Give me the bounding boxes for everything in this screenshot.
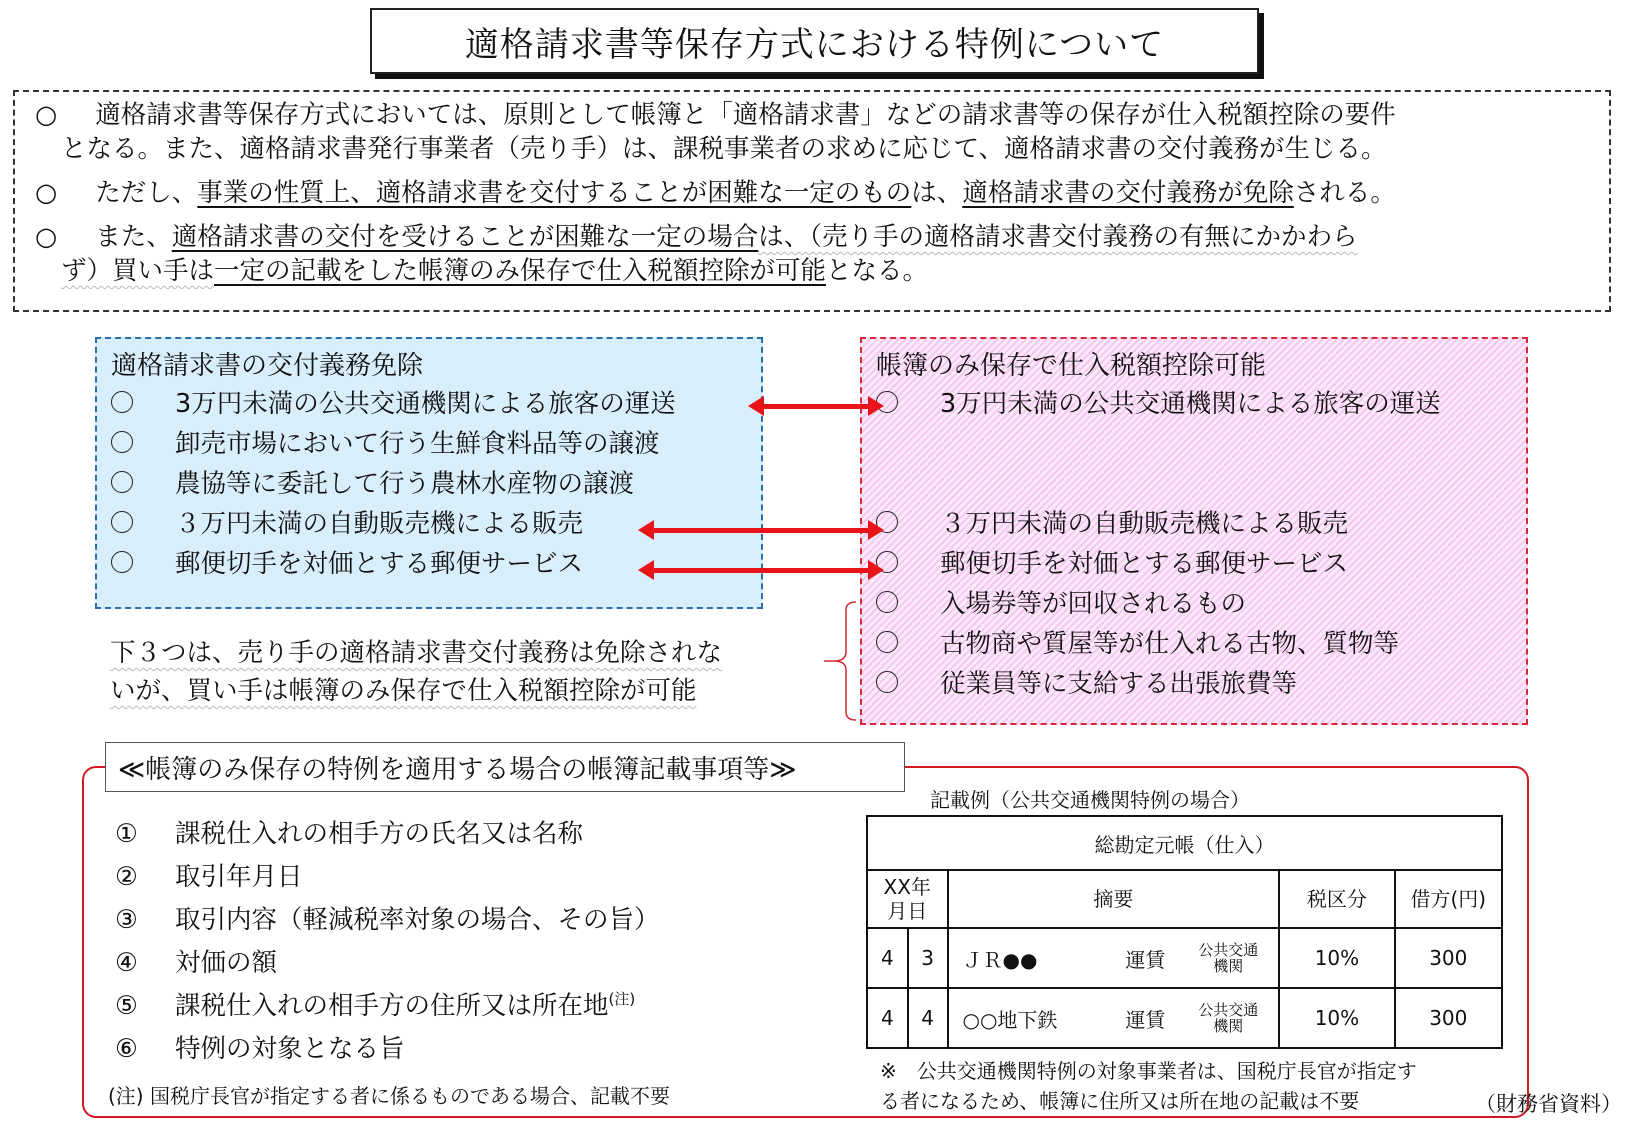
books-only-item <box>876 384 1441 420</box>
cell-month: 4 <box>867 928 908 988</box>
example-caption: 記載例（公共交通機関特例の場合） <box>930 788 1250 812</box>
exemption-item <box>111 504 583 540</box>
intro-text: 適格請求書等保存方式においては、原則として帳簿と「適格請求書」などの請求書等の保存が仕入税額控除の要件 <box>95 100 1396 130</box>
item-text: ３万円未満の自動販売機による販売 <box>940 509 1349 539</box>
item-number: ② <box>115 862 138 892</box>
intro-text: される。 <box>1293 178 1396 208</box>
intro-text: は、（売り手の適格請求書交付義務の有無にかかわら <box>758 222 1358 252</box>
requirement-item <box>115 986 635 1022</box>
item-number: ⑥ <box>115 1034 138 1064</box>
note-line: る者になるため、帳簿に住所又は所在地の記載は不要 <box>880 1089 1360 1113</box>
payee: ○○地下鉄 <box>962 1007 1058 1032</box>
ledger-title: 総勘定元帳（仕入） <box>867 816 1502 870</box>
item-text: 3万円未満の公共交通機関による旅客の運送 <box>175 389 676 419</box>
exemption-item <box>111 544 583 580</box>
table-row <box>867 988 1502 1048</box>
cell-day: 4 <box>908 988 948 1048</box>
item-text: 取引年月日 <box>175 862 303 892</box>
intro-paragraph-1-cont: となる。また、適格請求書発行事業者（売り手）は、課税事業者の求めに応じて、適格請求書の交付義務が生じる。 <box>61 134 1387 164</box>
category-line: 公共交通 <box>1198 941 1259 959</box>
payee: ＪＲ●● <box>962 947 1038 972</box>
cell-amount: 300 <box>1395 928 1502 988</box>
item-text: 課税仕入れの相手方の住所又は所在地 <box>175 991 609 1021</box>
intro-text: となる。 <box>826 256 929 286</box>
ledger-title-row <box>867 816 1502 870</box>
cell-day: 3 <box>908 928 948 988</box>
header-debit: 借方(円) <box>1395 870 1502 928</box>
books-only-item <box>876 584 1246 620</box>
header-summary: 摘要 <box>948 870 1280 928</box>
exemption-item <box>111 384 676 420</box>
bracket-note <box>110 634 722 710</box>
requirement-item <box>115 1029 405 1065</box>
table-row <box>867 928 1502 988</box>
underlined-text: 適格請求書の交付義務が免除 <box>962 178 1294 208</box>
item-number: ④ <box>115 948 138 978</box>
item-text: 卸売市場において行う生鮮食料品等の譲渡 <box>175 429 660 459</box>
item-number: ① <box>115 819 138 849</box>
underlined-text: 一定の記載をした帳簿のみ保存で仕入税額控除が可能 <box>214 256 827 286</box>
circle-bullet-icon <box>111 391 133 413</box>
item-text: 対価の額 <box>175 948 278 978</box>
bullet-icon: ○ <box>35 222 58 252</box>
requirement-item <box>115 814 583 850</box>
books-only-item <box>876 504 1348 540</box>
intro-text: ただし、 <box>95 178 198 208</box>
kind: 運賃 <box>1125 1007 1166 1032</box>
item-text: 課税仕入れの相手方の氏名又は名称 <box>175 819 584 849</box>
double-arrow-icon <box>652 568 870 573</box>
header-tax: 税区分 <box>1279 870 1394 928</box>
underlined-text: 事業の性質上、適格請求書を交付することが困難な一定のもの <box>197 178 912 208</box>
circle-bullet-icon <box>111 471 133 493</box>
requirements-title: ≪帳簿のみ保存の特例を適用する場合の帳簿記載事項等≫ <box>105 742 905 792</box>
intro-section <box>13 90 1611 312</box>
bullet-icon: ○ <box>35 178 58 208</box>
bullet-icon: ○ <box>35 100 58 130</box>
intro-paragraph-3 <box>35 220 1358 254</box>
exemption-heading: 適格請求書の交付義務免除 <box>111 351 424 381</box>
category-line: 機関 <box>1213 957 1244 975</box>
books-only-item <box>876 624 1399 660</box>
books-only-heading: 帳簿のみ保存で仕入税額控除可能 <box>876 351 1267 381</box>
intro-paragraph-1 <box>35 98 1396 132</box>
item-text: 農協等に委託して行う農林水産物の譲渡 <box>175 469 635 499</box>
header-date <box>867 870 948 928</box>
intro-paragraph-3-cont <box>61 254 928 288</box>
category <box>1188 942 1268 974</box>
ledger-table <box>866 815 1503 1049</box>
note-line: ※ 公共交通機関特例の対象事業者は、国税庁長官が指定す <box>880 1059 1417 1083</box>
source-label: （財務省資料） <box>1475 1092 1622 1116</box>
exemption-item <box>111 464 634 500</box>
category-line: 公共交通 <box>1198 1001 1259 1019</box>
circle-bullet-icon <box>111 511 133 533</box>
intro-text: は、 <box>911 178 963 208</box>
note-line: いが、買い手は帳簿のみ保存で仕入税額控除が可能 <box>110 676 697 706</box>
circle-bullet-icon <box>876 671 898 693</box>
exemption-item <box>111 424 660 460</box>
footnote-marker: (注) <box>608 990 636 1008</box>
curly-brace-icon <box>820 600 860 722</box>
cell-summary <box>948 928 1280 988</box>
cell-summary <box>948 988 1280 1048</box>
item-text: 3万円未満の公共交通機関による旅客の運送 <box>940 389 1441 419</box>
circle-bullet-icon <box>111 431 133 453</box>
category <box>1188 1002 1268 1034</box>
requirement-item <box>115 900 660 936</box>
item-number: ③ <box>115 905 138 935</box>
item-number: ⑤ <box>115 991 138 1021</box>
header-date-line: 月日 <box>887 899 928 923</box>
intro-text: また、 <box>95 222 172 252</box>
example-note <box>880 1056 1417 1116</box>
requirement-item <box>115 943 277 979</box>
item-text: ３万円未満の自動販売機による販売 <box>175 509 584 539</box>
books-only-item <box>876 664 1297 700</box>
header-date-line: XX年 <box>883 875 931 899</box>
category-line: 機関 <box>1213 1017 1244 1035</box>
item-text: 入場券等が回収されるもの <box>940 589 1247 619</box>
cell-amount: 300 <box>1395 988 1502 1048</box>
item-text: 取引内容（軽減税率対象の場合、その旨） <box>175 905 660 935</box>
ledger-header-row <box>867 870 1502 928</box>
intro-text: ず）買い手は <box>61 256 215 286</box>
double-arrow-icon <box>652 528 870 533</box>
note-line: 下３つは、売り手の適格請求書交付義務は免除されな <box>110 638 723 668</box>
item-text: 従業員等に支給する出張旅費等 <box>940 669 1298 699</box>
item-text: 郵便切手を対価とする郵便サービス <box>940 549 1349 579</box>
circle-bullet-icon <box>876 631 898 653</box>
books-only-item <box>876 544 1348 580</box>
page-title: 適格請求書等保存方式における特例について <box>370 8 1259 74</box>
item-text: 特例の対象となる旨 <box>175 1034 405 1064</box>
underlined-text: 適格請求書の交付を受けることが困難な一定の場合 <box>171 222 759 252</box>
item-text: 郵便切手を対価とする郵便サービス <box>175 549 584 579</box>
circle-bullet-icon <box>876 591 898 613</box>
cell-tax: 10% <box>1279 928 1394 988</box>
cell-month: 4 <box>867 988 908 1048</box>
cell-tax: 10% <box>1279 988 1394 1048</box>
books-only-box <box>860 337 1528 725</box>
requirements-footnote: (注) 国税庁長官が指定する者に係るものである場合、記載不要 <box>108 1084 670 1108</box>
circle-bullet-icon <box>111 551 133 573</box>
requirement-item <box>115 857 303 893</box>
intro-paragraph-2 <box>35 176 1396 210</box>
item-text: 古物商や質屋等が仕入れる古物、質物等 <box>940 629 1400 659</box>
kind: 運賃 <box>1125 947 1166 972</box>
double-arrow-icon <box>762 404 870 409</box>
